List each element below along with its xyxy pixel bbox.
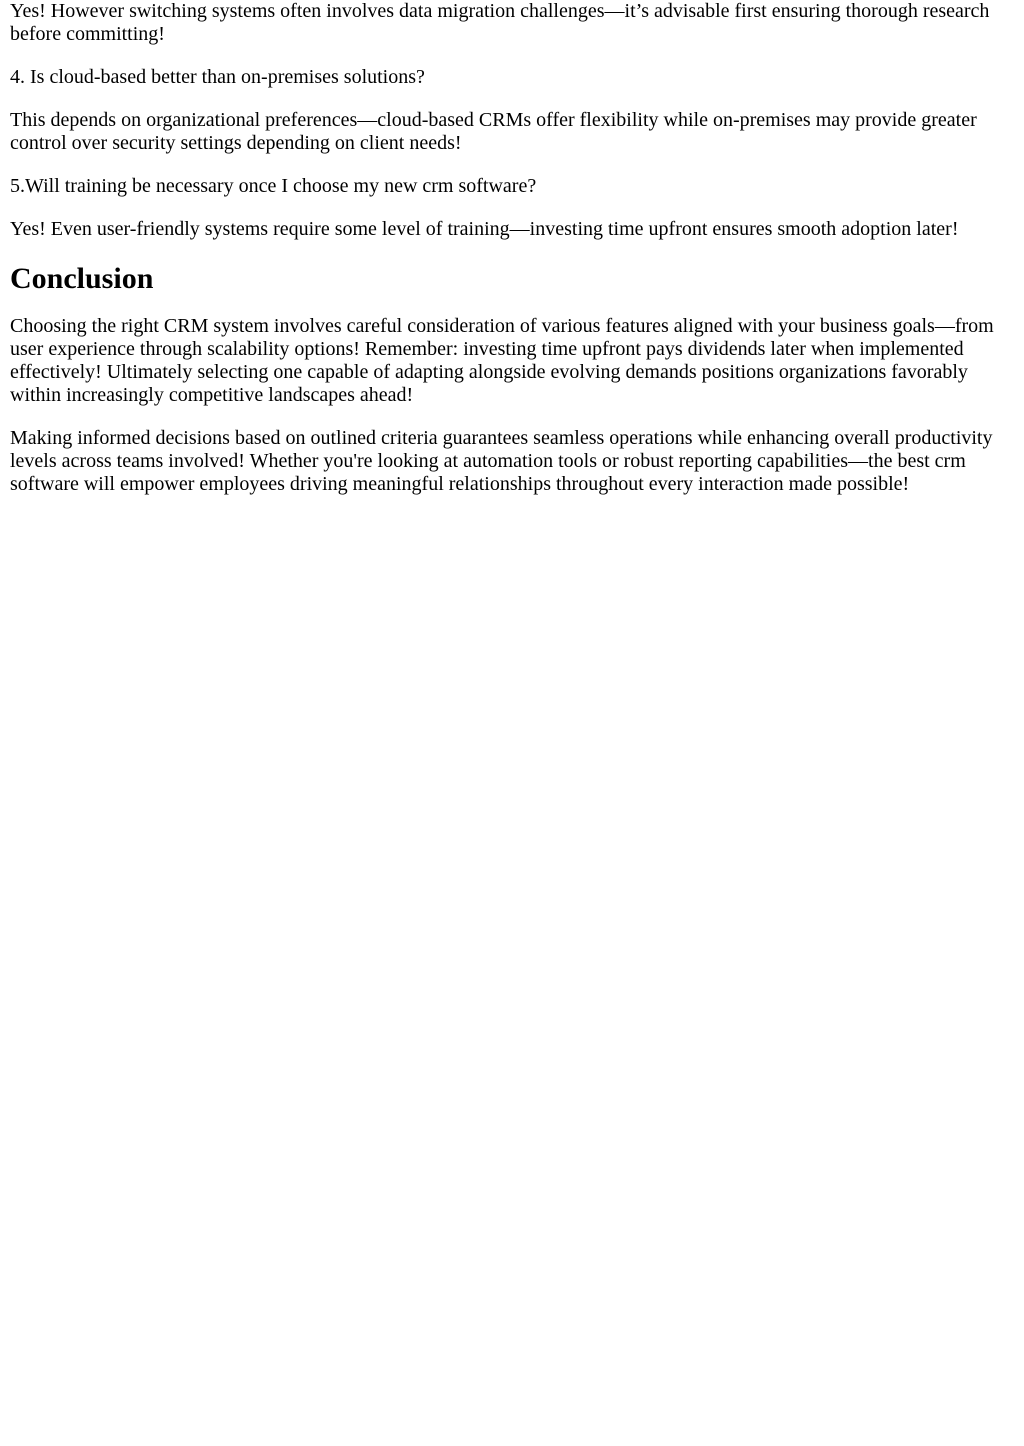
faq-question-5: 5.Will training be necessary once I choose my new crm software? — [10, 175, 537, 197]
article-body — [0, 0, 1024, 496]
faq-answer-5: Yes! Even user-friendly systems require some level of training—investing time upfront ensures smooth adoption later! — [10, 218, 959, 240]
conclusion-heading: Conclusion — [10, 262, 154, 295]
conclusion-paragraph-1: Choosing the right CRM system involves careful consideration of various features aligned with your business goals—from user experience through scalability options! Remember: investing time upfront pays dividends later when implemented effectively! Ultimately selecting one capable of adapting alongside evolving demands positions organizations favorably within increasingly competitive landscapes ahead! — [10, 315, 994, 406]
faq-answer-4: This depends on organizational preferences—cloud-based CRMs offer flexibility while on-premises may provide greater control over security settings depending on client needs! — [10, 109, 977, 154]
faq-answer-3: Yes! However switching systems often involves data migration challenges—it’s advisable first ensuring thorough research before committing! — [10, 0, 990, 45]
conclusion-paragraph-2: Making informed decisions based on outlined criteria guarantees seamless operations while enhancing overall productivity levels across teams involved! Whether you're looking at automation tools or robust reporting capabilities—the best crm software will empower employees driving meaningful relationships throughout every interaction made possible! — [10, 427, 993, 495]
faq-question-4: 4. Is cloud-based better than on-premises solutions? — [10, 66, 425, 88]
